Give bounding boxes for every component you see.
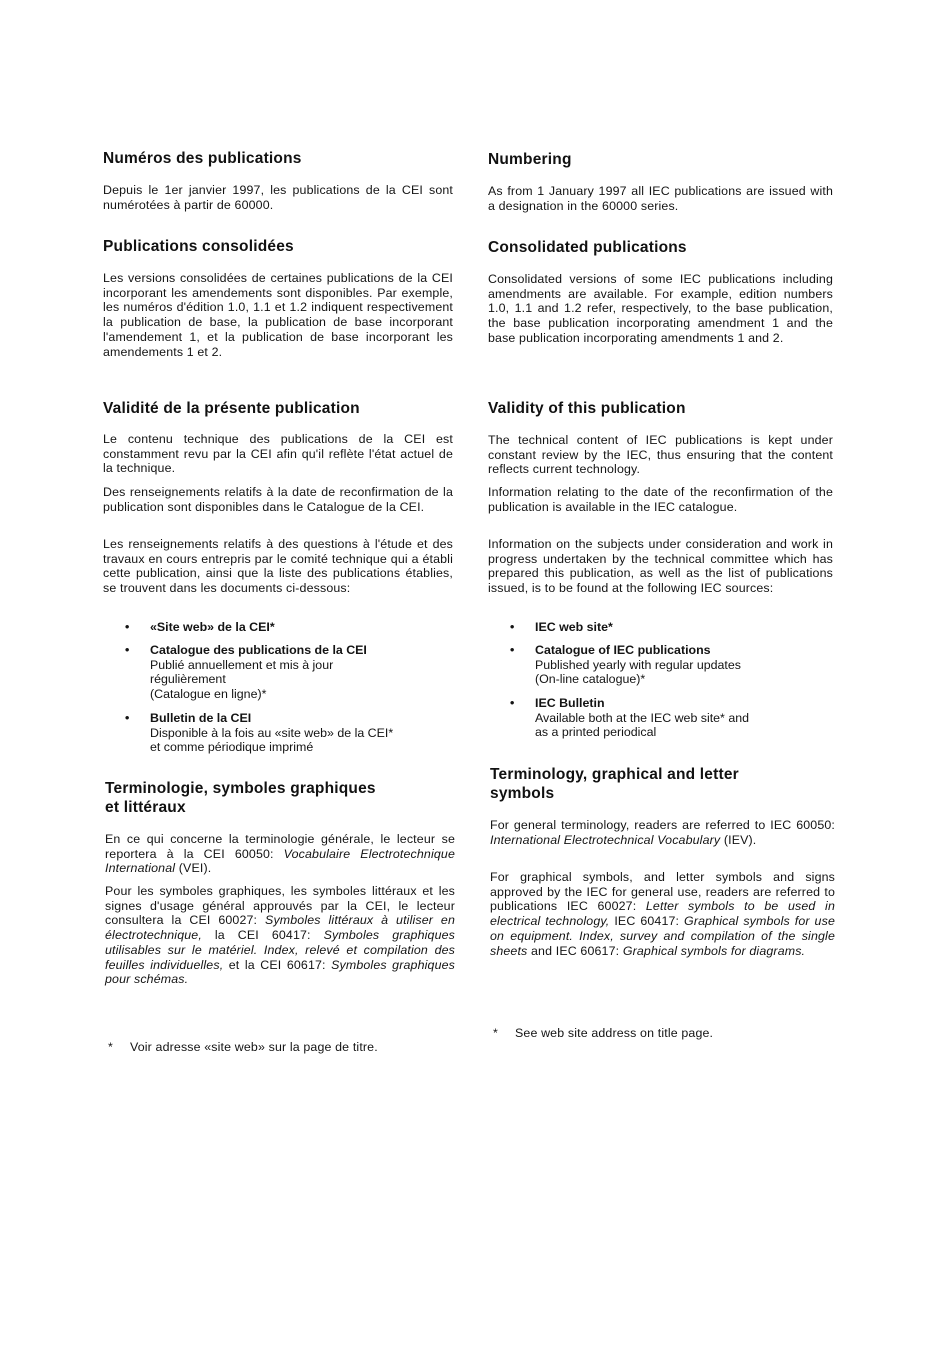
fr-footnote [108,1040,378,1055]
en-numbering-heading: Numbering [488,151,572,168]
italic-title: Graphical symbols for use on equipment. Index, survey and compilation of the single sheets [490,914,835,958]
fr-terminology-heading [105,779,455,817]
fr-validity-p1-block [103,432,453,476]
en-numbering-text: As from 1 January 1997 all IEC publications are issued with a designation in the 60000 series. [488,184,833,213]
en-terminology-p2 [490,870,835,958]
en-footnote [493,1026,713,1041]
fr-bullet-title: Catalogue des publications de la CEI [150,643,367,657]
en-consolidated-heading: Consolidated publications [488,239,687,256]
footnote-marker: * [493,1026,498,1040]
fr-bullet-line: (Catalogue en ligne)* [150,687,267,702]
en-consolidated-body [488,272,833,346]
en-terminology-p2-block [490,870,835,958]
list-item [488,643,741,687]
fr-numbering-body [103,183,453,212]
fr-terminology-p2 [105,884,455,987]
fr-numbering-heading: Numéros des publications [103,150,302,167]
fr-validity-heading: Validité de la présente publication [103,400,360,417]
fr-validity-p1: Le contenu technique des publications de la CEI est constamment revu par la CEI afin qu'il reflète l'état actuel de la technique. [103,432,453,476]
en-consolidated-section [488,238,833,257]
en-terminology-heading-line1: Terminology, graphical and letter [490,766,739,783]
en-terminology-heading-line2: symbols [490,785,555,802]
list-item [488,696,749,740]
bullet-icon: • [125,620,130,634]
fr-validity-p3-block [103,537,453,596]
en-bullet-title: Catalogue of IEC publications [535,643,711,657]
en-bullet-line: as a printed periodical [535,725,657,740]
fr-consolidated-section [103,237,453,256]
fr-consolidated-body [103,271,453,359]
italic-title: Symboles littéraux à utiliser en électrotechnique, [105,913,455,943]
italic-title: Symboles graphiques pour schémas. [105,957,455,987]
en-bullet-title: IEC Bulletin [535,696,605,710]
en-consolidated-text: Consolidated versions of some IEC publications including amendments are available. For example, edition numbers 1.0, 1.1 and 1.2 refer, respectively, to the base publication, the base publication incorporating amendment 1 and the base publication incorporating amendments 1 and 2. [488,272,833,345]
fr-terminology-p1-block [105,832,455,876]
italic-title: International Electrotechnical Vocabulary [490,832,721,847]
text-run: En ce qui concerne la terminologie générale, le lecteur se reportera à la CEI 60050: [105,832,455,861]
text-run: (VEI). [175,861,212,876]
en-terminology-p1-block [490,818,835,847]
fr-validity-section [103,399,453,418]
en-validity-p3-block [488,537,833,596]
fr-terminology-section [105,779,455,817]
fr-numbering-section [103,149,453,168]
list-item [103,711,393,755]
en-validity-heading: Validity of this publication [488,400,686,417]
fr-terminology-heading-line2: et littéraux [105,799,186,816]
en-validity-p1-block [488,433,833,477]
fr-bullet-line: Disponible à la fois au «site web» de la CEI* [150,725,394,740]
fr-terminology-p2-block [105,884,455,987]
text-run: IEC 60417: [609,914,685,929]
en-terminology-p1 [490,818,835,847]
italic-title: Vocabulaire Electrotechnique International [105,846,455,876]
en-bullet-line: Published yearly with regular updates [535,657,741,672]
italic-title: Graphical symbols for diagrams. [622,943,806,958]
en-terminology-section [490,765,835,803]
fr-footnote-text: Voir adresse «site web» sur la page de titre. [130,1040,378,1054]
text-run: Pour les symboles graphiques, les symboles littéraux et les signes d'usage général approuvés par la CEI, le lecteur consultera la CEI 60027: [105,884,455,928]
bullet-icon: • [125,711,130,725]
en-validity-p2: Information relating to the date of the reconfirmation of the publication is available in the IEC catalogue. [488,485,833,514]
en-validity-p2-block [488,485,833,514]
fr-numbering-text: Depuis le 1er janvier 1997, les publications de la CEI sont numérotées à partir de 60000. [103,183,453,212]
en-bullet-title: IEC web site* [535,620,613,634]
fr-bullet-line: et comme périodique imprimé [150,740,314,755]
list-item [488,620,613,635]
fr-validity-p2: Des renseignements relatifs à la date de reconfirmation de la publication sont disponibles dans le Catalogue de la CEI. [103,485,453,514]
italic-title: Letter symbols to be used in electrical technology, [490,899,835,929]
fr-validity-p2-block [103,485,453,514]
en-validity-p1: The technical content of IEC publications is kept under constant review by the IEC, thus ensuring that the content reflects current technology. [488,433,833,477]
fr-consolidated-text: Les versions consolidées de certaines publications de la CEI incorporant les amendements sont disponibles. Par exemple, les numéros d'édition 1.0, 1.1 et 1.2 indiquent respectivement la publication de base, la publication de base incorporant l'amendement 1, et la publication de base incorporant les amendements 1 et 2. [103,271,453,359]
text-run: la CEI 60417: [201,928,324,943]
en-validity-p3: Information on the subjects under consideration and work in progress undertaken by the technical committee which has prepared this publication, as well as the list of publications issued, is to be found at the following IEC sources: [488,537,833,596]
fr-terminology-heading-line1: Terminologie, symboles graphiques [105,780,376,797]
text-run: For general terminology, readers are referred to IEC 60050: [490,818,835,832]
bullet-icon: • [510,696,515,710]
fr-consolidated-heading: Publications consolidées [103,238,294,255]
en-terminology-heading [490,765,835,803]
fr-bullet-title: Bulletin de la CEI [150,711,252,725]
text-run: (IEV). [720,832,757,847]
en-footnote-text: See web site address on title page. [515,1026,714,1040]
text-run: For graphical symbols, and letter symbols and signs approved by the IEC for general use, readers are referred to publications IEC 60027: [490,870,835,914]
footnote-marker: * [108,1040,113,1054]
fr-validity-p3: Les renseignements relatifs à des questions à l'étude et des travaux en cours entrepris par le comité technique qui a établi cette publication, ainsi que la liste des publications établies, se trouvent dans les documents ci-dessous: [103,537,453,596]
fr-terminology-p1 [105,832,455,876]
en-validity-section [488,399,833,418]
en-bullet-line: (On-line catalogue)* [535,672,646,687]
en-numbering-section [488,150,833,169]
en-bullet-line: Available both at the IEC web site* and [535,710,749,725]
en-numbering-body [488,184,833,213]
list-item [103,643,367,702]
list-item [103,620,275,635]
bullet-icon: • [125,643,130,657]
fr-bullet-line: régulièrement [150,672,226,687]
bullet-icon: • [510,643,515,657]
fr-bullet-title: «Site web» de la CEI* [150,620,275,634]
text-run: et la CEI 60617: [223,957,332,972]
text-run: and IEC 60617: [527,943,623,958]
bullet-icon: • [510,620,515,634]
italic-title: Symboles graphiques utilisables sur le matériel. Index, relevé et compilation des feuilles individuelles, [105,928,456,972]
fr-bullet-line: Publié annuellement et mis à jour [150,657,334,672]
